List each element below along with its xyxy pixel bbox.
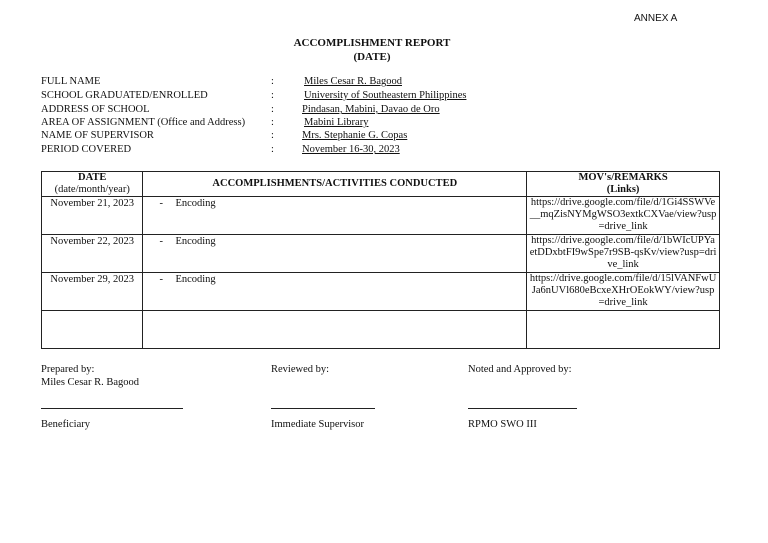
info-label-school: SCHOOL GRADUATED/ENROLLED bbox=[41, 90, 208, 101]
info-colon: : bbox=[271, 130, 274, 141]
info-colon: : bbox=[271, 76, 274, 87]
row-date: November 22, 2023 bbox=[42, 235, 143, 273]
info-value-supervisor: Mrs. Stephanie G. Copas bbox=[302, 130, 408, 141]
info-label-supervisor: NAME OF SUPERVISOR bbox=[41, 130, 154, 141]
report-title: ACCOMPLISHMENT REPORT bbox=[293, 37, 451, 49]
activity-text: Encoding bbox=[175, 236, 216, 247]
report-subtitle: (DATE) bbox=[353, 51, 391, 63]
prepared-by-role: Beneficiary bbox=[41, 419, 90, 430]
bullet-dash: - bbox=[159, 236, 163, 247]
signature-line-rpmo bbox=[468, 408, 577, 409]
empty-cell bbox=[42, 311, 143, 349]
header-date-sub: (date/month/year) bbox=[54, 184, 130, 195]
info-value-full-name: Miles Cesar R. Bagood bbox=[304, 76, 402, 87]
empty-cell bbox=[143, 311, 527, 349]
info-colon: : bbox=[271, 144, 274, 155]
table-row-empty bbox=[42, 311, 720, 349]
info-label-full-name: FULL NAME bbox=[41, 76, 101, 87]
row-date: November 21, 2023 bbox=[42, 197, 143, 235]
header-remarks-sub: (Links) bbox=[606, 184, 640, 195]
row-link[interactable]: https://drive.google.com/file/d/15lVANFwUJa6nUVl680eBcxeXHrOEokWY/view?usp=drive_link bbox=[527, 273, 720, 311]
info-value-period: November 16-30, 2023 bbox=[302, 144, 400, 155]
approved-by-role: RPMO SWO III bbox=[468, 419, 537, 430]
annex-label: ANNEX A bbox=[634, 13, 678, 24]
row-activity bbox=[143, 273, 527, 311]
info-colon: : bbox=[271, 104, 274, 115]
bullet-dash: - bbox=[159, 274, 163, 285]
header-remarks bbox=[527, 172, 720, 197]
signature-line-supervisor bbox=[271, 408, 375, 409]
signature-line-beneficiary bbox=[41, 408, 183, 409]
prepared-by-name: Miles Cesar R. Bagood bbox=[41, 377, 139, 388]
info-label-address: ADDRESS OF SCHOOL bbox=[41, 104, 150, 115]
bullet-dash: - bbox=[159, 198, 163, 209]
header-remarks-label: MOV's/REMARKS bbox=[578, 172, 668, 183]
prepared-by-label: Prepared by: bbox=[41, 364, 95, 375]
header-date bbox=[42, 172, 143, 197]
activity-text: Encoding bbox=[175, 274, 216, 285]
row-activity bbox=[143, 197, 527, 235]
header-date-label: DATE bbox=[78, 172, 107, 183]
info-colon: : bbox=[271, 90, 274, 101]
activity-text: Encoding bbox=[175, 198, 216, 209]
reviewed-by-label: Reviewed by: bbox=[271, 364, 330, 375]
info-label-area: AREA OF ASSIGNMENT (Office and Address) bbox=[41, 117, 246, 128]
row-link[interactable]: https://drive.google.com/file/d/1Gi4SSWVe__mqZisNYMgWSO3extkCXVae/view?usp=drive_link bbox=[527, 197, 720, 235]
table-row bbox=[42, 197, 720, 235]
info-value-area: Mabini Library bbox=[304, 117, 369, 128]
info-label-period: PERIOD COVERED bbox=[41, 144, 132, 155]
info-colon: : bbox=[271, 117, 274, 128]
header-activities: ACCOMPLISHMENTS/ACTIVITIES CONDUCTED bbox=[143, 172, 527, 197]
accomplishment-table bbox=[41, 171, 720, 349]
info-value-address: Pindasan, Mabini, Davao de Oro bbox=[302, 104, 440, 115]
table-row bbox=[42, 273, 720, 311]
row-link[interactable]: https://drive.google.com/file/d/1bWIcUPYaetDDxbtFI9wSpe7r9SB-qsKv/view?usp=drive_link bbox=[527, 235, 720, 273]
info-value-school: University of Southeastern Philippines bbox=[304, 90, 467, 101]
reviewed-by-role: Immediate Supervisor bbox=[271, 419, 365, 430]
empty-cell bbox=[527, 311, 720, 349]
table-row bbox=[42, 235, 720, 273]
table-header-row bbox=[42, 172, 720, 197]
row-activity bbox=[143, 235, 527, 273]
approved-by-label: Noted and Approved by: bbox=[468, 364, 572, 375]
row-date: November 29, 2023 bbox=[42, 273, 143, 311]
